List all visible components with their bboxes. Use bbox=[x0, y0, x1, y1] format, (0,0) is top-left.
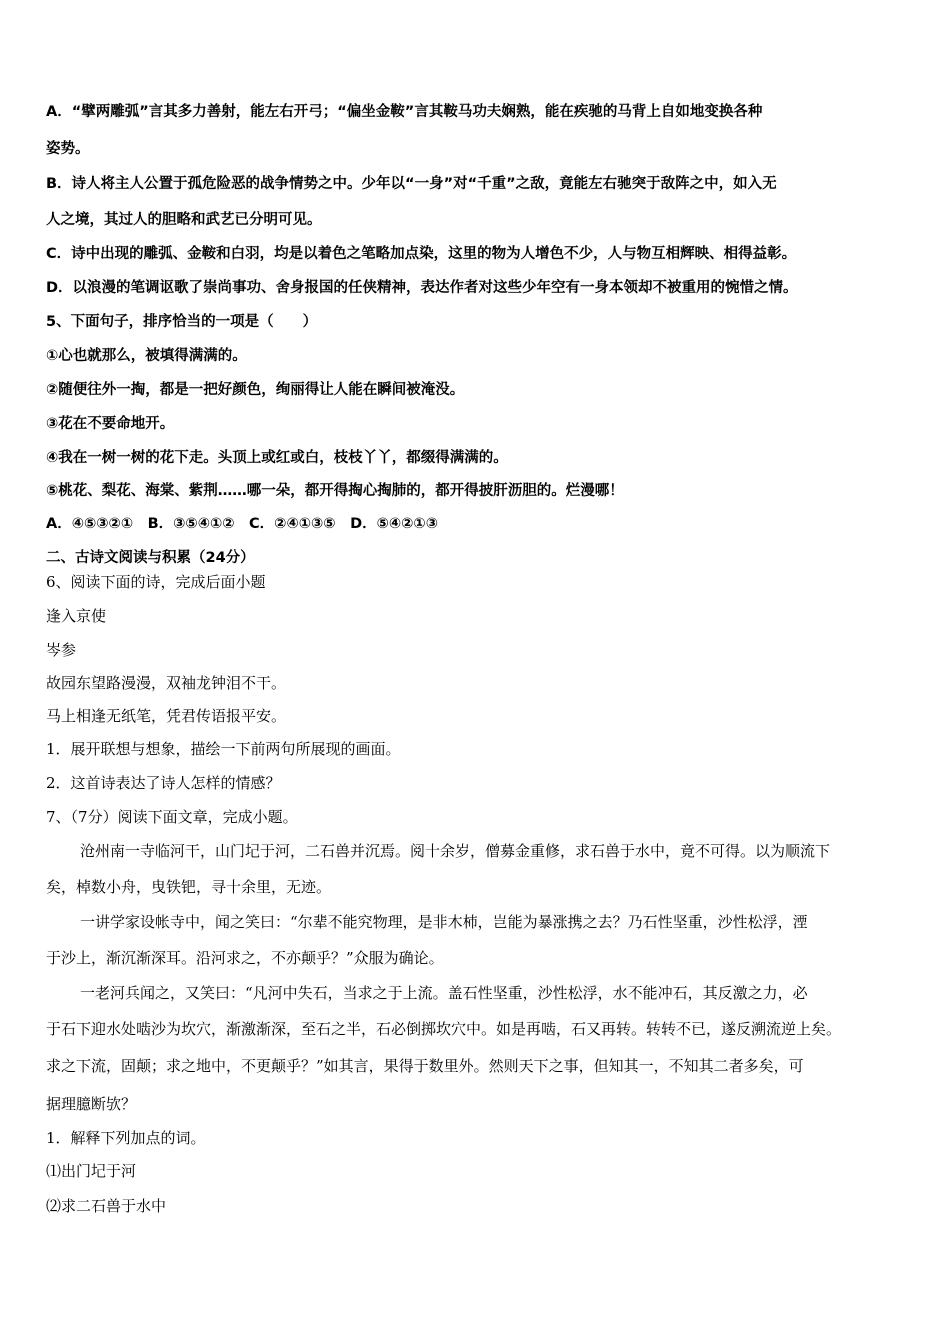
q6-stem: 6、阅读下面的诗，完成后面小题 bbox=[46, 573, 266, 591]
passage-p2-line2: 于沙上，渐沉渐深耳。沿河求之，不亦颠乎？”众服为确论。 bbox=[46, 949, 444, 967]
q4-option-c: C．诗中出现的雕弧、金鞍和白羽，均是以着色之笔略加点染，这里的物为人增色不少，人与物互相辉映、相得益彰。 bbox=[46, 246, 797, 262]
poem-author: 岑参 bbox=[46, 641, 77, 659]
q4-option-a-line2: 姿势。 bbox=[46, 141, 90, 157]
q5-sentence-5: ⑤桃花、梨花、海棠、紫荆……哪一朵，都开得掏心掏肺的，都开得披肝沥胆的。烂漫哪！ bbox=[46, 483, 624, 499]
passage-p3-line4: 据理臆断欤？ bbox=[46, 1095, 137, 1113]
q4-option-a-line1: A．“擘两雕弧”言其多力善射，能左右开弓；“偏坐金鞍”言其鞍马功夫娴熟，能在疾驰的马背上自如地变换各种 bbox=[46, 104, 763, 120]
passage-p3-line3: 求之下流，固颠；求之地中，不更颠乎？”如其言，果得于数里外。然则天下之事，但知其一，不知其二者多矣，可 bbox=[46, 1057, 804, 1075]
q5-sentence-1: ①心也就那么，被填得满满的。 bbox=[46, 348, 247, 364]
q5-sentence-3: ③花在不要命地开。 bbox=[46, 416, 175, 432]
passage-p1-line2: 矣，棹数小舟，曳铁钯，寻十余里，无迹。 bbox=[46, 878, 332, 896]
q5-sentence-4: ④我在一树一树的花下走。头顶上或红或白，枝枝丫丫，都缀得满满的。 bbox=[46, 450, 508, 466]
q7-item-1: ⑴出门圮于河 bbox=[46, 1162, 137, 1180]
q5-options: A．④⑤③②① B．③⑤④①② C．②④①③⑤ D．⑤④②①③ bbox=[46, 516, 438, 532]
q7-stem: 7、（7分）阅读下面文章，完成小题。 bbox=[46, 808, 298, 826]
passage-p1-line1: 沧州南一寺临河干，山门圮于河，二石兽并沉焉。阅十余岁，僧募金重修，求石兽于水中，竟不可得。以为顺流下 bbox=[80, 842, 831, 860]
q4-option-b-line2: 人之境，其过人的胆略和武艺已分明可见。 bbox=[46, 212, 322, 228]
poem-line-1: 故园东望路漫漫，双袖龙钟泪不干。 bbox=[46, 674, 287, 692]
poem-line-2: 马上相逢无纸笔，凭君传语报平安。 bbox=[46, 707, 287, 725]
q6-subquestion-1: 1．展开联想与想象，描绘一下前两句所展现的画面。 bbox=[46, 740, 401, 758]
section-heading: 二、古诗文阅读与积累（24分） bbox=[46, 550, 255, 566]
q4-option-d: D．以浪漫的笔调讴歌了崇尚事功、舍身报国的任侠精神，表达作者对这些少年空有一身本领却不被重用的惋惜之情。 bbox=[46, 280, 798, 296]
passage-p3-line2: 于石下迎水处啮沙为坎穴，渐激渐深，至石之半，石必倒掷坎穴中。如是再啮，石又再转。转转不已，遂反溯流逆上矣。 bbox=[46, 1020, 842, 1038]
q7-subquestion-1: 1．解释下列加点的词。 bbox=[46, 1129, 206, 1147]
q6-subquestion-2: 2．这首诗表达了诗人怎样的情感？ bbox=[46, 774, 281, 792]
passage-p2-line1: 一讲学家设帐寺中，闻之笑曰：“尔辈不能究物理，是非木杮，岂能为暴涨携之去？乃石性坚重，沙性松浮，湮 bbox=[80, 913, 808, 931]
q4-option-b-line1: B．诗人将主人公置于孤危险恶的战争情势之中。少年以“一身”对“千重”之敌，竟能左右驰突于敌阵之中，如入无 bbox=[46, 176, 777, 192]
q5-sentence-2: ②随便往外一掏，都是一把好颜色，绚丽得让人能在瞬间被淹没。 bbox=[46, 382, 465, 398]
q5-stem: 5、下面句子，排序恰当的一项是（ ） bbox=[46, 314, 318, 330]
passage-p3-line1: 一老河兵闻之，又笑曰：“凡河中失石，当求之于上流。盖石性坚重，沙性松浮，水不能冲石，其反激之力，必 bbox=[80, 984, 808, 1002]
poem-title: 逢入京使 bbox=[46, 607, 107, 625]
q7-item-2: ⑵求二石兽于水中 bbox=[46, 1197, 167, 1215]
